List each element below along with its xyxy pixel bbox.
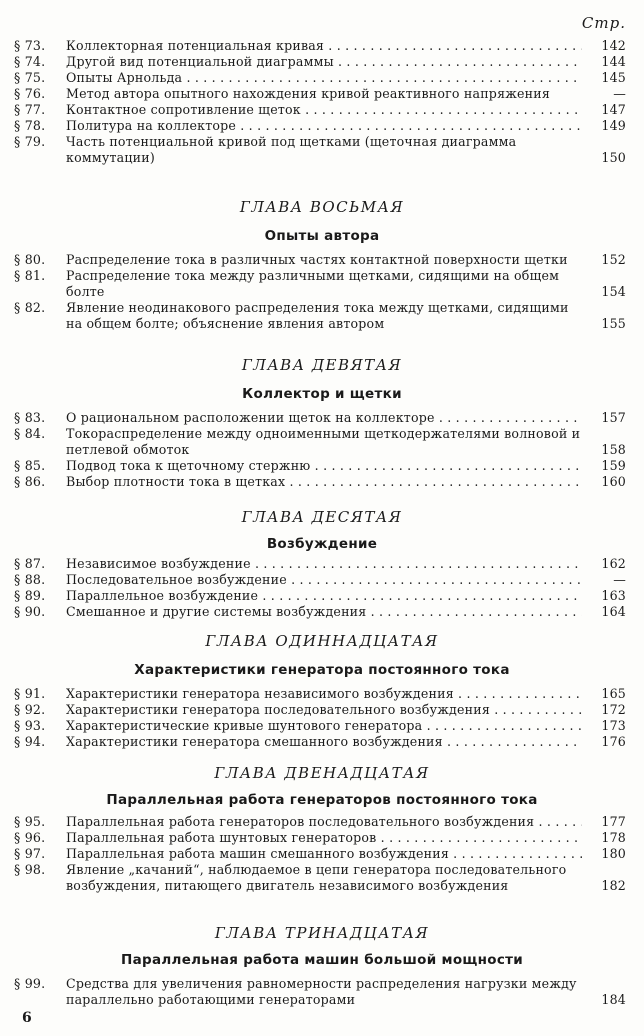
section-number: § 87. — [14, 556, 46, 571]
entry-title: Последовательное возбуждение . . . — [66, 572, 582, 588]
toc-entry — [14, 458, 630, 474]
entry-page: 147 — [601, 102, 626, 117]
chapter-subtitle: Характеристики генератора постоянного тока — [134, 662, 510, 678]
toc-entry — [14, 54, 630, 70]
chapter-heading: ГЛАВА ОДИННАДЦАТАЯ — [205, 632, 439, 650]
entry-page: — — [613, 572, 626, 587]
toc-entry — [14, 134, 630, 166]
entry-page: 145 — [601, 70, 626, 85]
toc-entry — [14, 846, 630, 862]
entry-page: — — [613, 86, 626, 101]
entry-page: 163 — [601, 588, 626, 603]
entry-title: Распределение тока в различных частях контактной поверхности щетки — [66, 252, 568, 267]
entry-page: 144 — [601, 54, 626, 69]
toc-entry — [14, 572, 630, 588]
entry-page: 173 — [601, 718, 626, 733]
section-number: § 92. — [14, 702, 46, 717]
entry-title: Токораспределение между одноименными щеткодержателями волновой и петлевой обмоток — [66, 426, 581, 457]
entry-page: 160 — [601, 474, 626, 489]
entry-title: Характеристики генератора независимого возбуждения . . . — [66, 686, 582, 702]
section-number: § 91. — [14, 686, 46, 701]
entry-page: 149 — [601, 118, 626, 133]
toc-entry — [14, 300, 630, 332]
toc-entry — [14, 718, 630, 734]
toc-group-chapter-10 — [14, 556, 630, 620]
section-number: § 75. — [14, 70, 46, 85]
toc-entry — [14, 702, 630, 718]
entry-title: Метод автора опытного нахождения кривой реактивного напряжения — [66, 86, 550, 101]
chapter-subtitle: Опыты автора — [264, 228, 380, 244]
toc-entry — [14, 70, 630, 86]
section-number: § 99. — [14, 976, 46, 991]
toc-entry — [14, 86, 630, 102]
entry-title: Политура на коллекторе . . . — [66, 118, 582, 134]
entry-page: 180 — [601, 846, 626, 861]
section-number: § 96. — [14, 830, 46, 845]
toc-entry — [14, 830, 630, 846]
entry-title: Независимое возбуждение . . . — [66, 556, 582, 572]
section-number: § 93. — [14, 718, 46, 733]
entry-title: Характеристические кривые шунтового генератора . . . — [66, 718, 582, 734]
entry-page: 142 — [601, 38, 626, 53]
toc-entry — [14, 102, 630, 118]
page-number: 6 — [22, 1010, 32, 1026]
section-number: § 86. — [14, 474, 46, 489]
section-number: § 95. — [14, 814, 46, 829]
entry-title: Параллельная работа машин смешанного возбуждения . . . — [66, 846, 582, 862]
entry-page: 164 — [601, 604, 626, 619]
chapter-subtitle: Параллельная работа генераторов постоянного тока — [106, 792, 538, 808]
entry-page: 177 — [601, 814, 626, 829]
section-number: § 82. — [14, 300, 46, 315]
toc-entry — [14, 474, 630, 490]
entry-title: Смешанное и другие системы возбуждения . . . — [66, 604, 582, 620]
entry-title: Коллекторная потенциальная кривая . . . — [66, 38, 582, 54]
entry-title: Параллельное возбуждение . . . — [66, 588, 582, 604]
toc-group-chapter-13 — [14, 976, 630, 1008]
toc-entry — [14, 734, 630, 750]
entry-page: 159 — [601, 458, 626, 473]
entry-page: 150 — [601, 150, 626, 165]
entry-title: Другой вид потенциальной диаграммы . . . — [66, 54, 582, 70]
toc-group-chapter-11 — [14, 686, 630, 750]
toc-entry — [14, 38, 630, 54]
section-number: § 79. — [14, 134, 46, 149]
entry-page: 155 — [601, 316, 626, 331]
toc-group-chapter-12 — [14, 814, 630, 894]
entry-page: 182 — [601, 878, 626, 893]
toc-entry — [14, 814, 630, 830]
section-number: § 83. — [14, 410, 46, 425]
section-number: § 77. — [14, 102, 46, 117]
entry-title: Характеристики генератора последовательного возбуждения . . . — [66, 702, 582, 718]
entry-title: Часть потенциальной кривой под щетками (щеточная диаграмма коммутации) — [66, 134, 517, 165]
chapter-heading: ГЛАВА ДЕВЯТАЯ — [241, 356, 403, 374]
toc-group-continuation — [14, 38, 630, 166]
toc-entry — [14, 252, 630, 268]
section-number: § 84. — [14, 426, 46, 441]
entry-title: Распределение тока между различными щетками, сидящими на общем болте — [66, 268, 560, 299]
section-number: § 85. — [14, 458, 46, 473]
section-number: § 98. — [14, 862, 46, 877]
section-number: § 90. — [14, 604, 46, 619]
entry-page: 184 — [601, 992, 626, 1007]
section-number: § 78. — [14, 118, 46, 133]
section-number: § 88. — [14, 572, 46, 587]
entry-title: Выбор плотности тока в щетках . . . — [66, 474, 582, 490]
toc-group-chapter-8 — [14, 252, 630, 332]
section-number: § 76. — [14, 86, 46, 101]
chapter-heading: ГЛАВА ДЕСЯТАЯ — [241, 508, 403, 526]
toc-entry — [14, 426, 630, 458]
entry-title: Параллельная работа шунтовых генераторов . . . — [66, 830, 582, 846]
toc-entry — [14, 686, 630, 702]
chapter-subtitle: Коллектор и щетки — [242, 386, 402, 402]
toc-entry — [14, 604, 630, 620]
entry-page: 178 — [601, 830, 626, 845]
entry-page: 158 — [601, 442, 626, 457]
entry-title: Подвод тока к щеточному стержню . . . — [66, 458, 582, 474]
entry-title: О рациональном расположении щеток на коллекторе . . . — [66, 410, 582, 426]
entry-page: 157 — [601, 410, 626, 425]
toc-entry — [14, 118, 630, 134]
entry-title: Явление „качаний“, наблюдаемое в цепи генератора последовательного возбуждения, питающего двигатель независимого возбуждения — [66, 862, 567, 893]
entry-page: 162 — [601, 556, 626, 571]
entry-page: 172 — [601, 702, 626, 717]
entry-title: Контактное сопротивление щеток . . . — [66, 102, 582, 118]
section-number: § 73. — [14, 38, 46, 53]
toc-entry — [14, 268, 630, 300]
entry-title: Опыты Арнольда . . . — [66, 70, 582, 86]
section-number: § 89. — [14, 588, 46, 603]
entry-page: 165 — [601, 686, 626, 701]
toc-group-chapter-9 — [14, 410, 630, 490]
entry-page: 176 — [601, 734, 626, 749]
entry-title: Средства для увеличения равномерности распределения нагрузки между параллельно работающими генераторами — [66, 976, 577, 1007]
section-number: § 94. — [14, 734, 46, 749]
entry-title: Характеристики генератора смешанного возбуждения . . . — [66, 734, 582, 750]
page-column-header: Стр. — [581, 14, 626, 32]
chapter-subtitle: Возбуждение — [266, 536, 378, 552]
entry-page: 152 — [601, 252, 626, 267]
toc-entry — [14, 556, 630, 572]
chapter-heading: ГЛАВА ТРИНАДЦАТАЯ — [214, 924, 430, 942]
section-number: § 74. — [14, 54, 46, 69]
section-number: § 97. — [14, 846, 46, 861]
toc-entry — [14, 588, 630, 604]
chapter-heading: ГЛАВА ДВЕНАДЦАТАЯ — [214, 764, 430, 782]
toc-entry — [14, 976, 630, 1008]
section-number: § 81. — [14, 268, 46, 283]
toc-entry — [14, 410, 630, 426]
toc-entry — [14, 862, 630, 894]
entry-page: 154 — [601, 284, 626, 299]
entry-title: Явление неодинакового распределения тока между щетками, сидящими на общем болте; объяснение явления автором — [66, 300, 569, 331]
chapter-heading: ГЛАВА ВОСЬМАЯ — [239, 198, 405, 216]
chapter-subtitle: Параллельная работа машин большой мощности — [120, 952, 524, 968]
section-number: § 80. — [14, 252, 46, 267]
entry-title: Параллельная работа генераторов последовательного возбуждения . . . — [66, 814, 582, 830]
